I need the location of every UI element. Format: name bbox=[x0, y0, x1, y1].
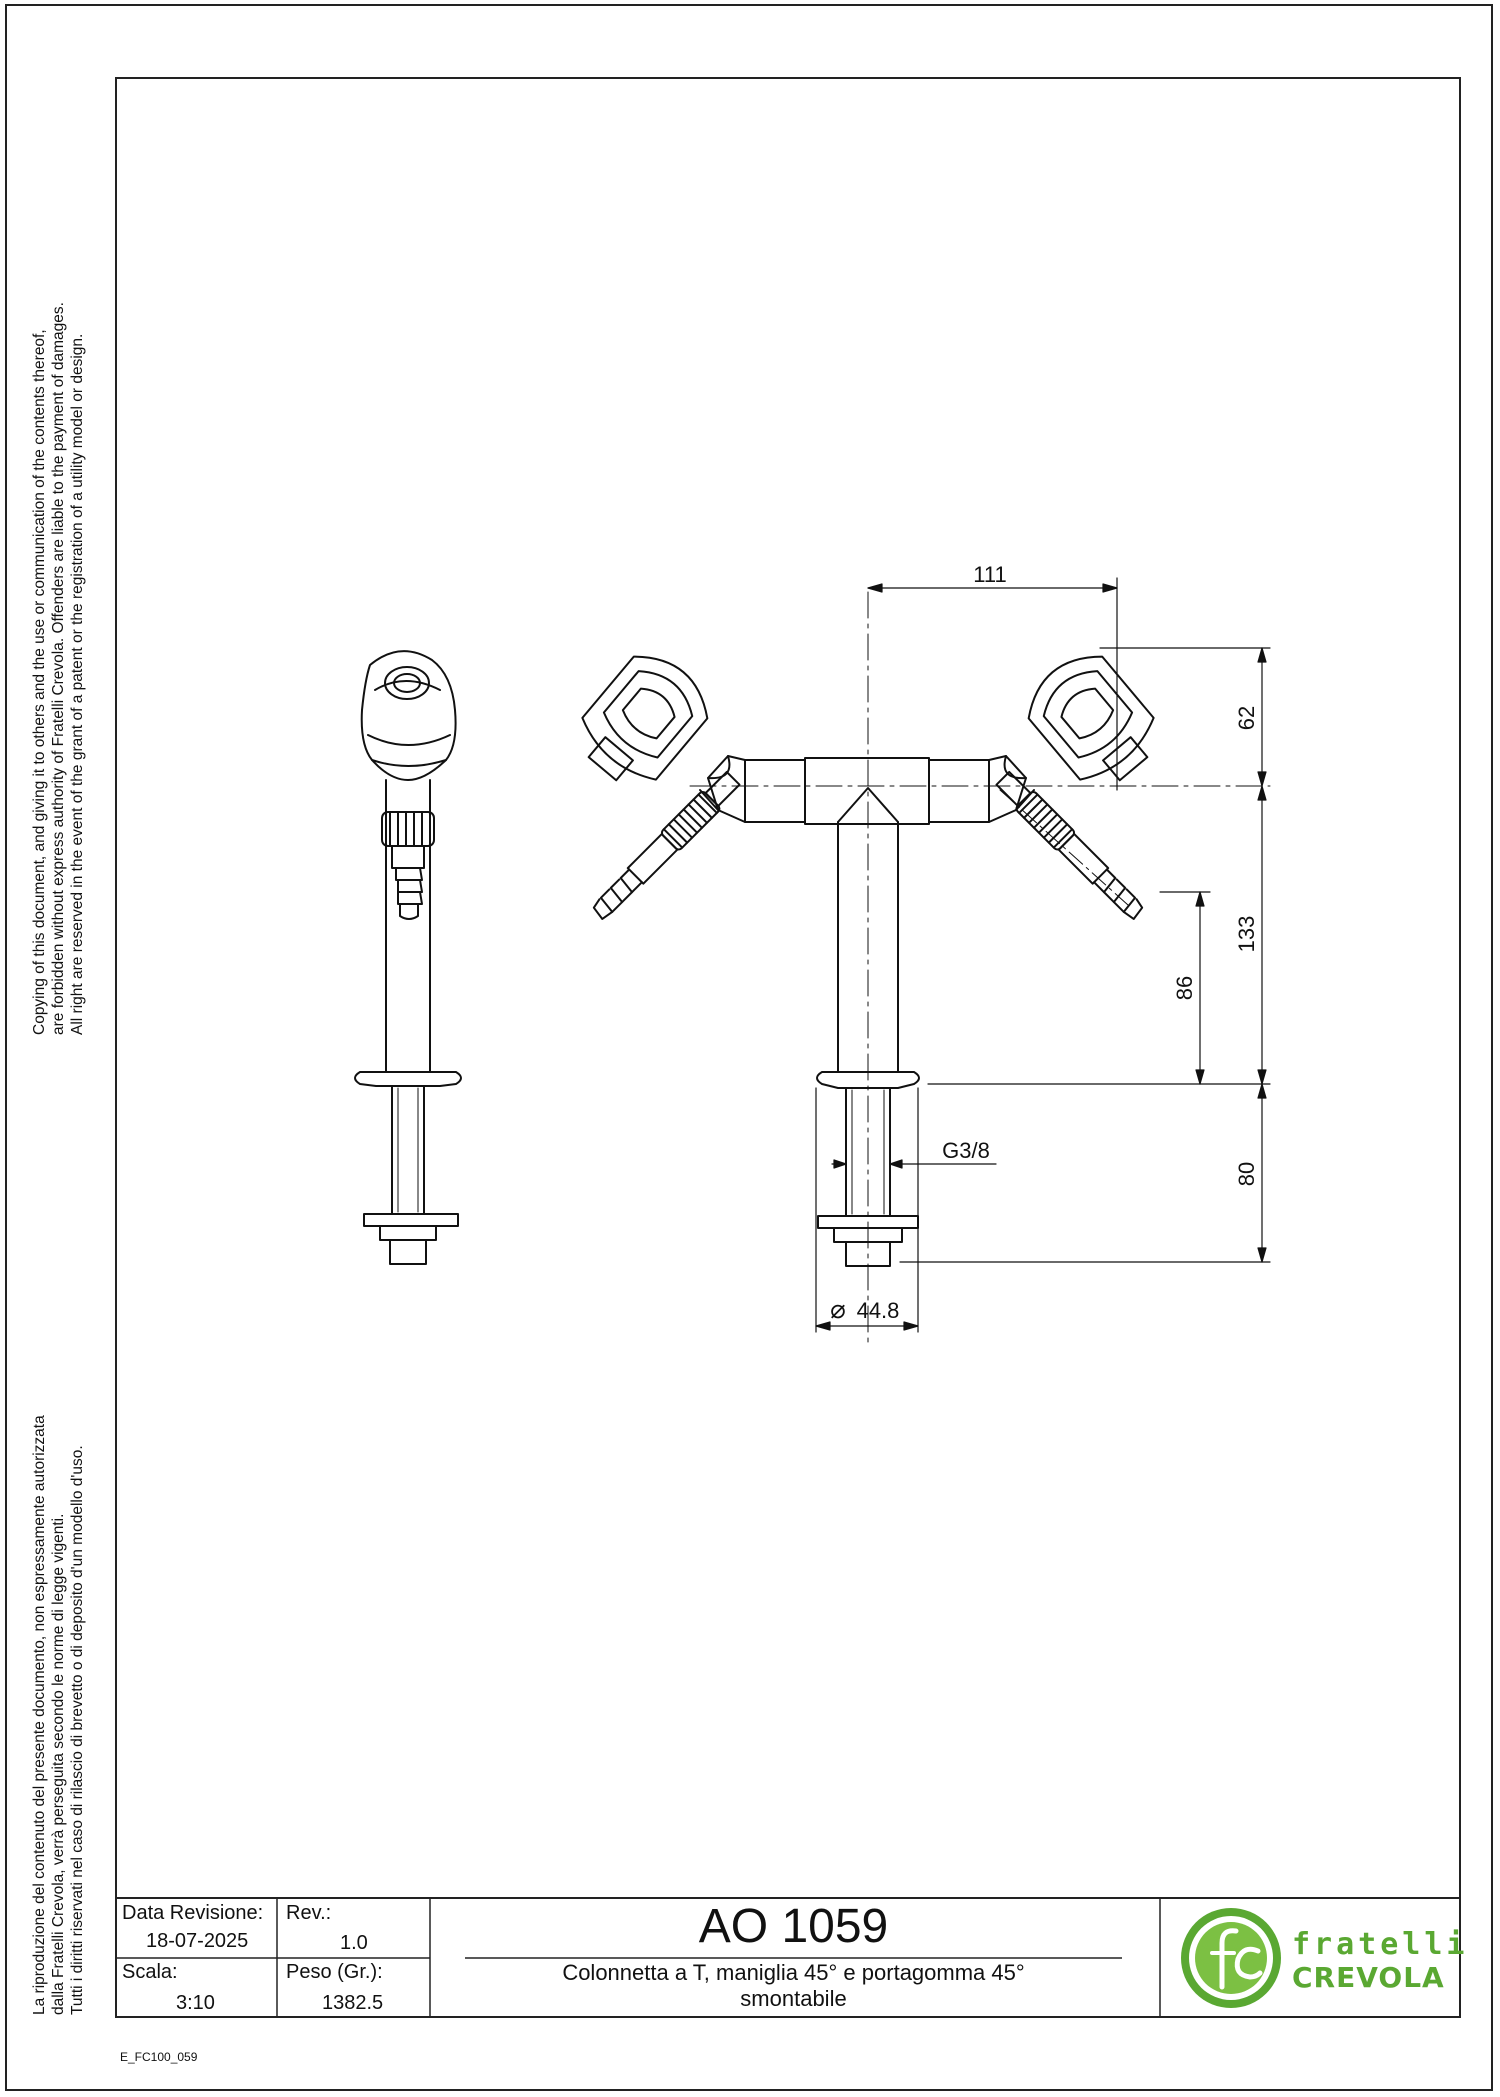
dimension-133: 133 bbox=[1234, 915, 1259, 953]
scale-value: 3:10 bbox=[176, 1992, 215, 2014]
date-value: 18-07-2025 bbox=[146, 1930, 249, 1952]
drawing-code: E_FC100_059 bbox=[120, 2050, 198, 2064]
weight-value: 1382.5 bbox=[322, 1992, 384, 2014]
date-label: Data Revisione: bbox=[122, 1902, 264, 1924]
notice-line: All right are reserved in the event of the grant of a patent or the registration of a utility model or design. bbox=[69, 333, 86, 1035]
diameter-symbol: ⌀ bbox=[830, 1294, 846, 1324]
dimension-diameter: 44.8 bbox=[856, 1298, 900, 1323]
rev-value: 1.0 bbox=[340, 1932, 368, 1954]
dimension-111: 111 bbox=[973, 562, 1007, 587]
side-view bbox=[355, 651, 461, 1264]
dimension-86: 86 bbox=[1172, 975, 1197, 1001]
notice-line: Tutti i diritti riservati nel caso di rilascio di brevetto o di deposito d'un modello d'uso. bbox=[69, 1445, 86, 2015]
notice-line: dalla Fratelli Crevola, verrà perseguita secondo le norme di legge vigenti. bbox=[50, 1513, 67, 2015]
part-number: AO 1059 bbox=[698, 1900, 889, 1953]
logo-line-2: CREVOLA bbox=[1292, 1961, 1445, 1994]
notice-line: are forbidden without express authority of Fratelli Crevola. Offenders are liable to the payment of damages. bbox=[50, 302, 67, 1035]
scale-label: Scala: bbox=[122, 1961, 178, 1983]
notice-line: Copying of this document, and giving it to others and the use or communication of the contents thereof, bbox=[31, 329, 48, 1035]
logo-emblem bbox=[1178, 1905, 1284, 2011]
dimension-lines bbox=[816, 578, 1270, 1332]
dimension-62: 62 bbox=[1234, 705, 1259, 731]
description-line-1: Colonnetta a T, maniglia 45° e portagomma 45° bbox=[562, 1960, 1025, 1985]
logo-line-1: fratelli bbox=[1292, 1927, 1469, 1962]
company-logo bbox=[1178, 1905, 1469, 2011]
dimension-thread: G3/8 bbox=[942, 1138, 990, 1163]
notice-line: La riproduzione del contenuto del presente documento, non espressamente autorizzata bbox=[31, 1415, 48, 2015]
dimension-80: 80 bbox=[1234, 1161, 1259, 1187]
description-line-2: smontabile bbox=[740, 1986, 847, 2011]
weight-label: Peso (Gr.): bbox=[286, 1961, 383, 1983]
rev-label: Rev.: bbox=[286, 1902, 332, 1924]
